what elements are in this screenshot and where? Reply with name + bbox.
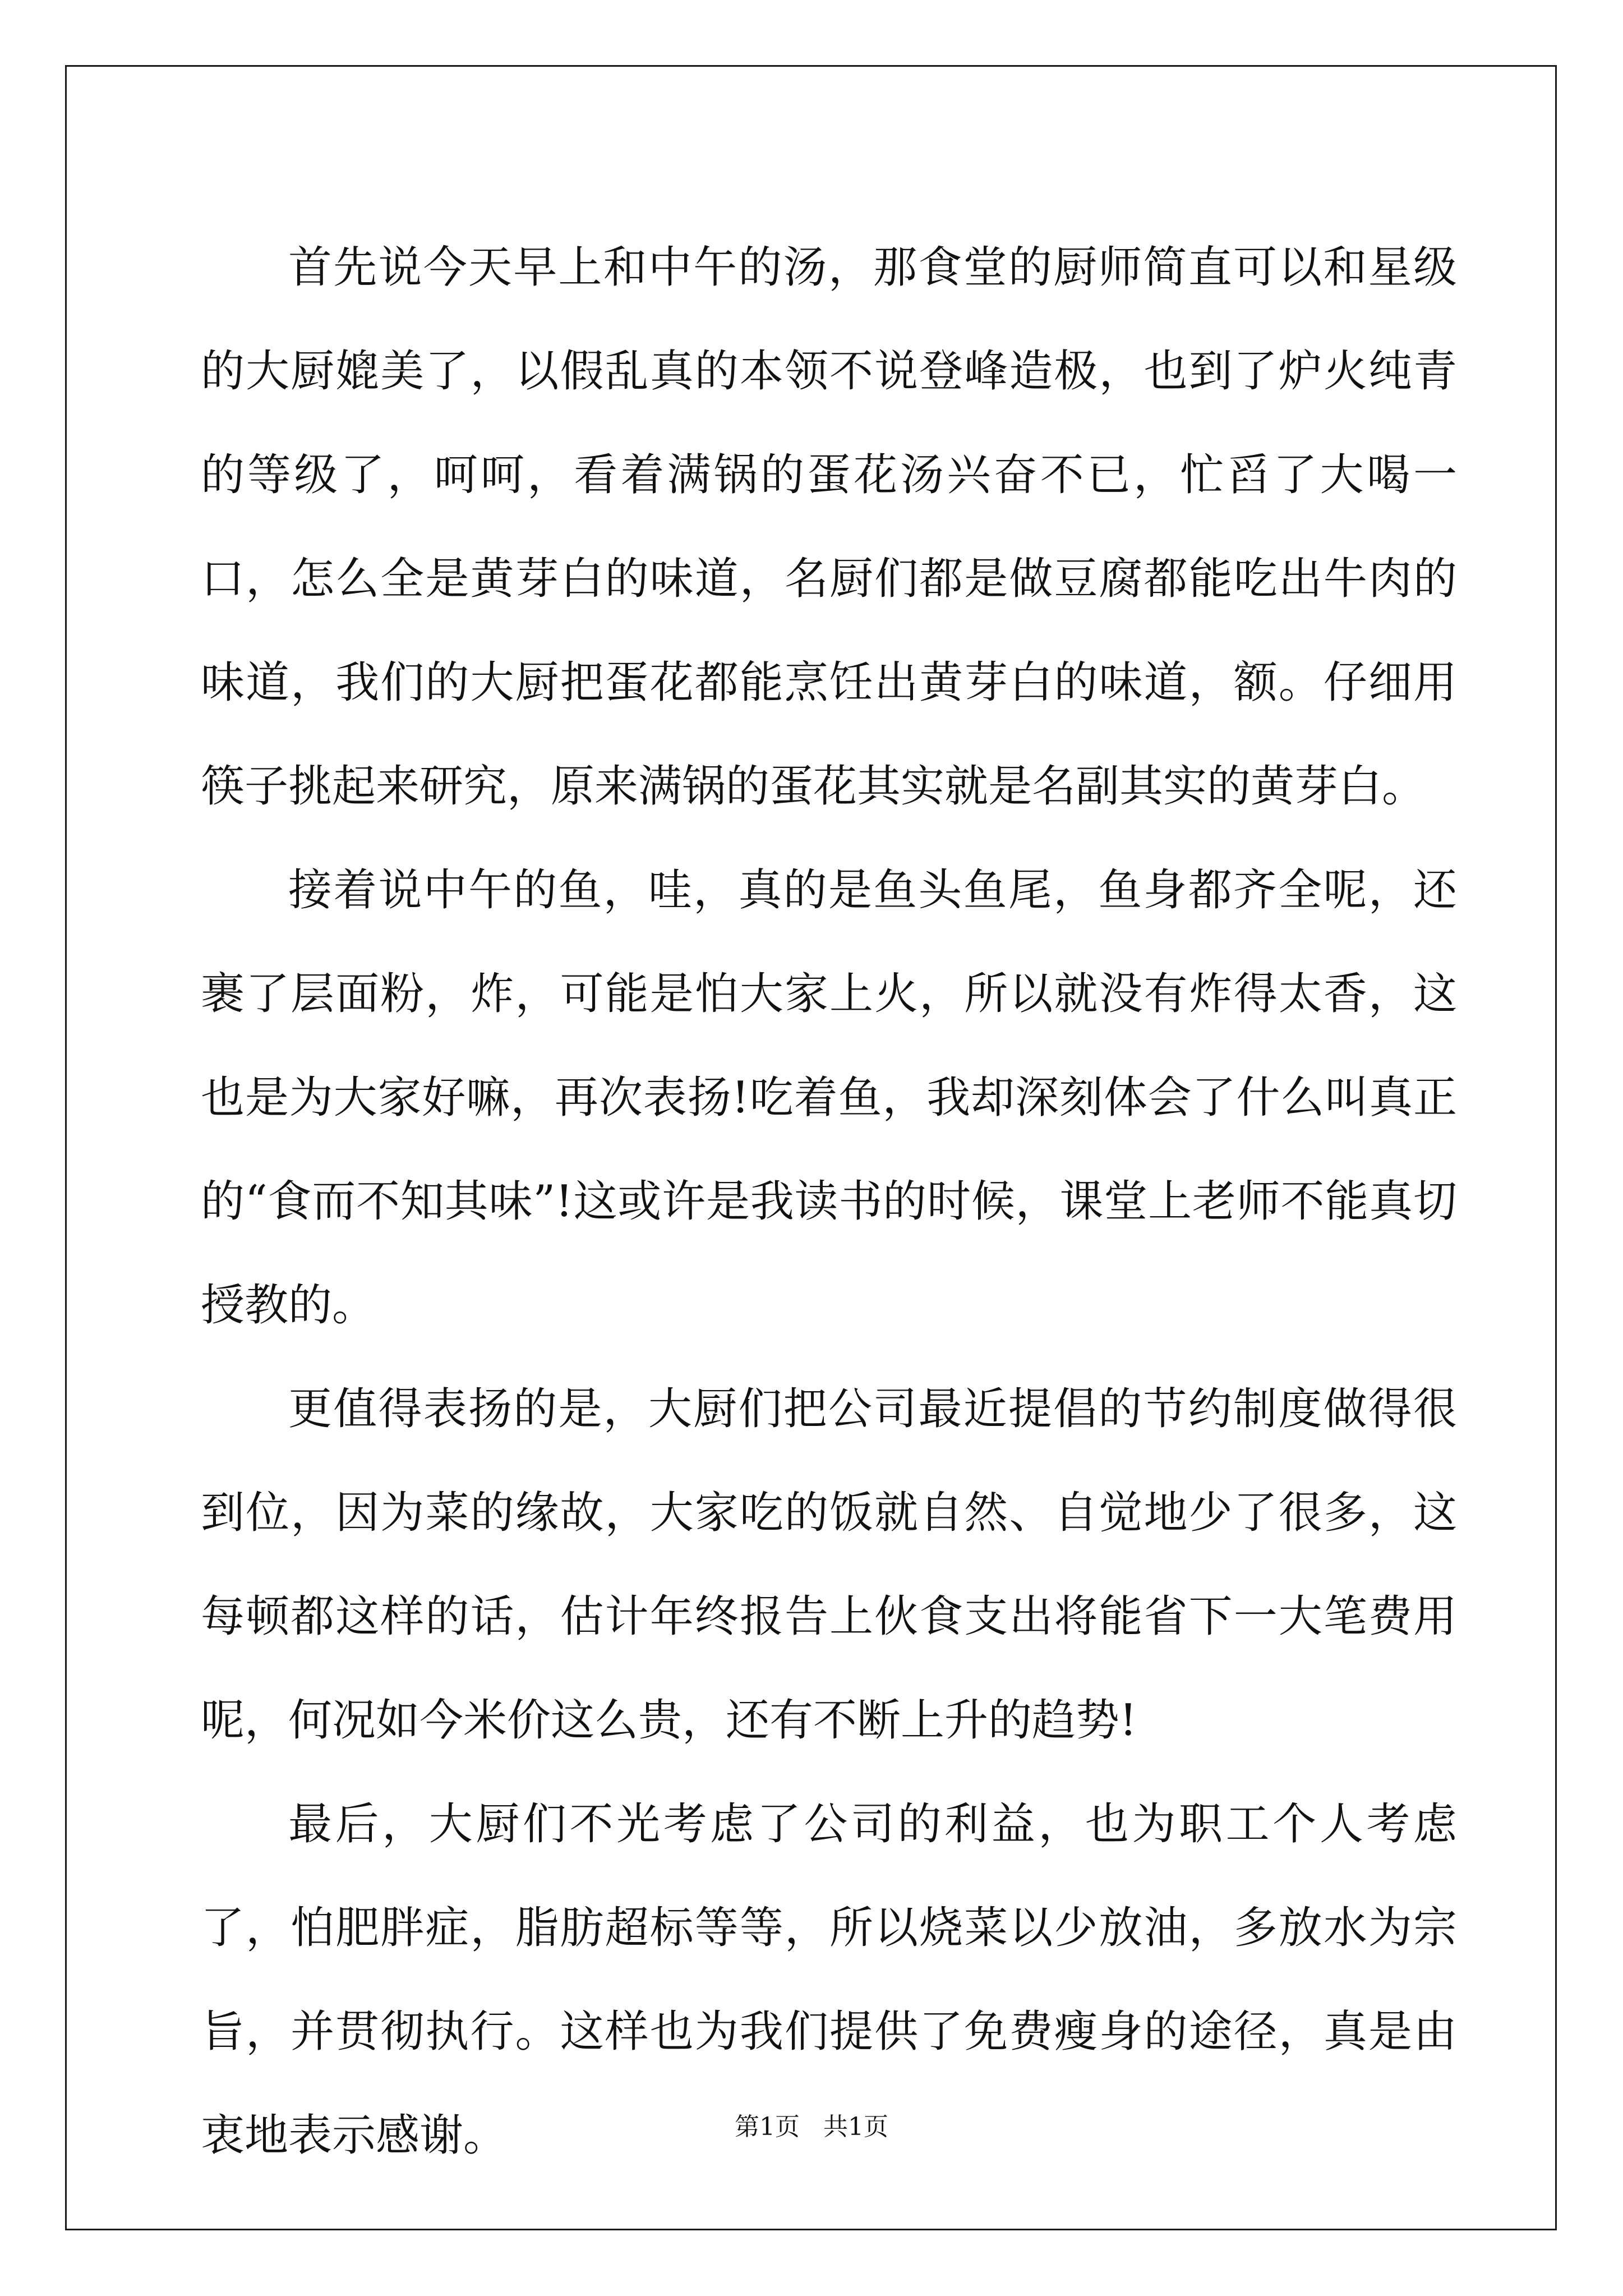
page-footer: 第1页 共1页 [735, 2113, 888, 2141]
paragraph-4: 最后，大厨们不光考虑了公司的利益，也为职工个人考虑了，怕肥胖症，脂肪超标等等，所以烧菜以少放油，多放水为宗旨，并贯彻执行。这样也为我们提供了免费瘦身的途径，真是由衷地表示感谢。 [201, 1799, 1457, 2161]
paragraph-2: 接着说中午的鱼，哇，真的是鱼头鱼尾，鱼身都齐全呢，还裹了层面粉，炸，可能是怕大家上火，所以就没有炸得太香，这也是为大家好嘛，再次表扬!吃着鱼，我却深刻体会了什么叫真正的“食而不知其味”!这或许是我读书的时候，课堂上老师不能真切授教的。 [201, 865, 1457, 1331]
paragraph-3: 更值得表扬的是，大厨们把公司最近提倡的节约制度做得很到位，因为菜的缘故，大家吃的饭就自然、自觉地少了很多，这每顿都这样的话，估计年终报告上伙食支出将能省下一大笔费用呢，何况如今米价这么贵，还有不断上升的趋势! [201, 1384, 1457, 1746]
document-body [201, 216, 1457, 2188]
paragraph-1: 首先说今天早上和中午的汤，那食堂的厨师简直可以和星级的大厨媲美了，以假乱真的本领不说登峰造极，也到了炉火纯青的等级了，呵呵，看着满锅的蛋花汤兴奋不已，忙舀了大喝一口，怎么全是黄芽白的味道，名厨们都是做豆腐都能吃出牛肉的味道，我们的大厨把蛋花都能烹饪出黄芽白的味道，额。仔细用筷子挑起来研究，原来满锅的蛋花其实就是名副其实的黄芽白。 [201, 242, 1457, 812]
